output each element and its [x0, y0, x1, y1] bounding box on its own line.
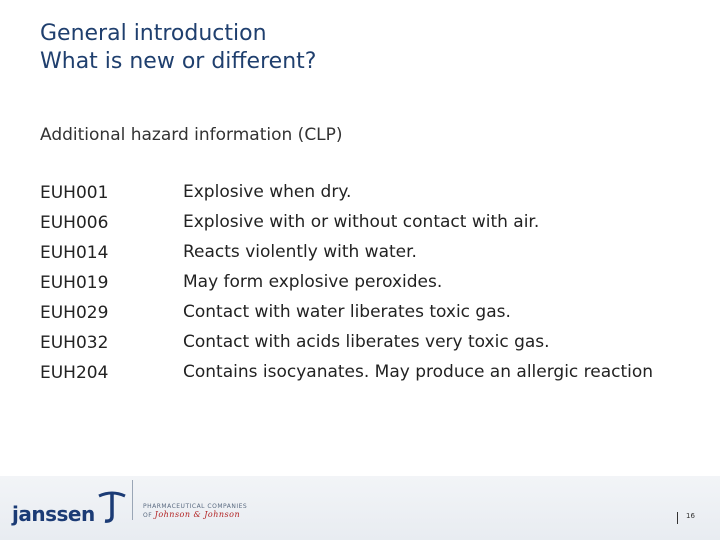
jj-logo-text: Johnson & Johnson — [154, 510, 241, 519]
hazard-code: EUH019 — [40, 273, 109, 293]
title-line-2: What is new or different? — [40, 49, 317, 74]
hazard-list — [40, 180, 680, 390]
hazard-description: Contains isocyanates. May produce an allergic reaction — [183, 362, 654, 382]
page-number: 16 — [686, 512, 695, 520]
hazard-description: May form explosive peroxides. — [183, 272, 443, 292]
brand-name: janssen — [12, 502, 95, 526]
hazard-row — [40, 180, 680, 206]
pharma-line: PHARMACEUTICAL COMPANIES — [143, 503, 248, 510]
hazard-row — [40, 330, 680, 356]
hazard-description: Contact with acids liberates very toxic gas. — [183, 332, 550, 352]
hazard-code: EUH014 — [40, 243, 109, 263]
slide-title — [40, 20, 316, 76]
of-label: OF — [143, 512, 153, 519]
hazard-code: EUH029 — [40, 303, 109, 323]
janssen-logo — [12, 494, 127, 534]
pharma-companies-label — [143, 503, 247, 520]
hazard-row — [40, 240, 680, 266]
hazard-row — [40, 360, 680, 386]
hazard-row — [40, 210, 680, 236]
hazard-description: Contact with water liberates toxic gas. — [183, 302, 511, 322]
footer-divider — [132, 480, 133, 520]
hazard-description: Reacts violently with water. — [183, 242, 417, 262]
title-line-1: General introduction — [40, 21, 267, 46]
hazard-code: EUH032 — [40, 333, 109, 353]
hazard-row — [40, 300, 680, 326]
hazard-description: Explosive with or without contact with air. — [183, 212, 540, 232]
section-subtitle: Additional hazard information (CLP) — [40, 125, 343, 145]
hazard-code: EUH204 — [40, 363, 109, 383]
hazard-row — [40, 270, 680, 296]
page-number-divider — [677, 512, 678, 524]
hazard-code: EUH006 — [40, 213, 109, 233]
hazard-description: Explosive when dry. — [183, 182, 352, 202]
janssen-swoosh-icon — [97, 490, 127, 524]
hazard-code: EUH001 — [40, 183, 109, 203]
